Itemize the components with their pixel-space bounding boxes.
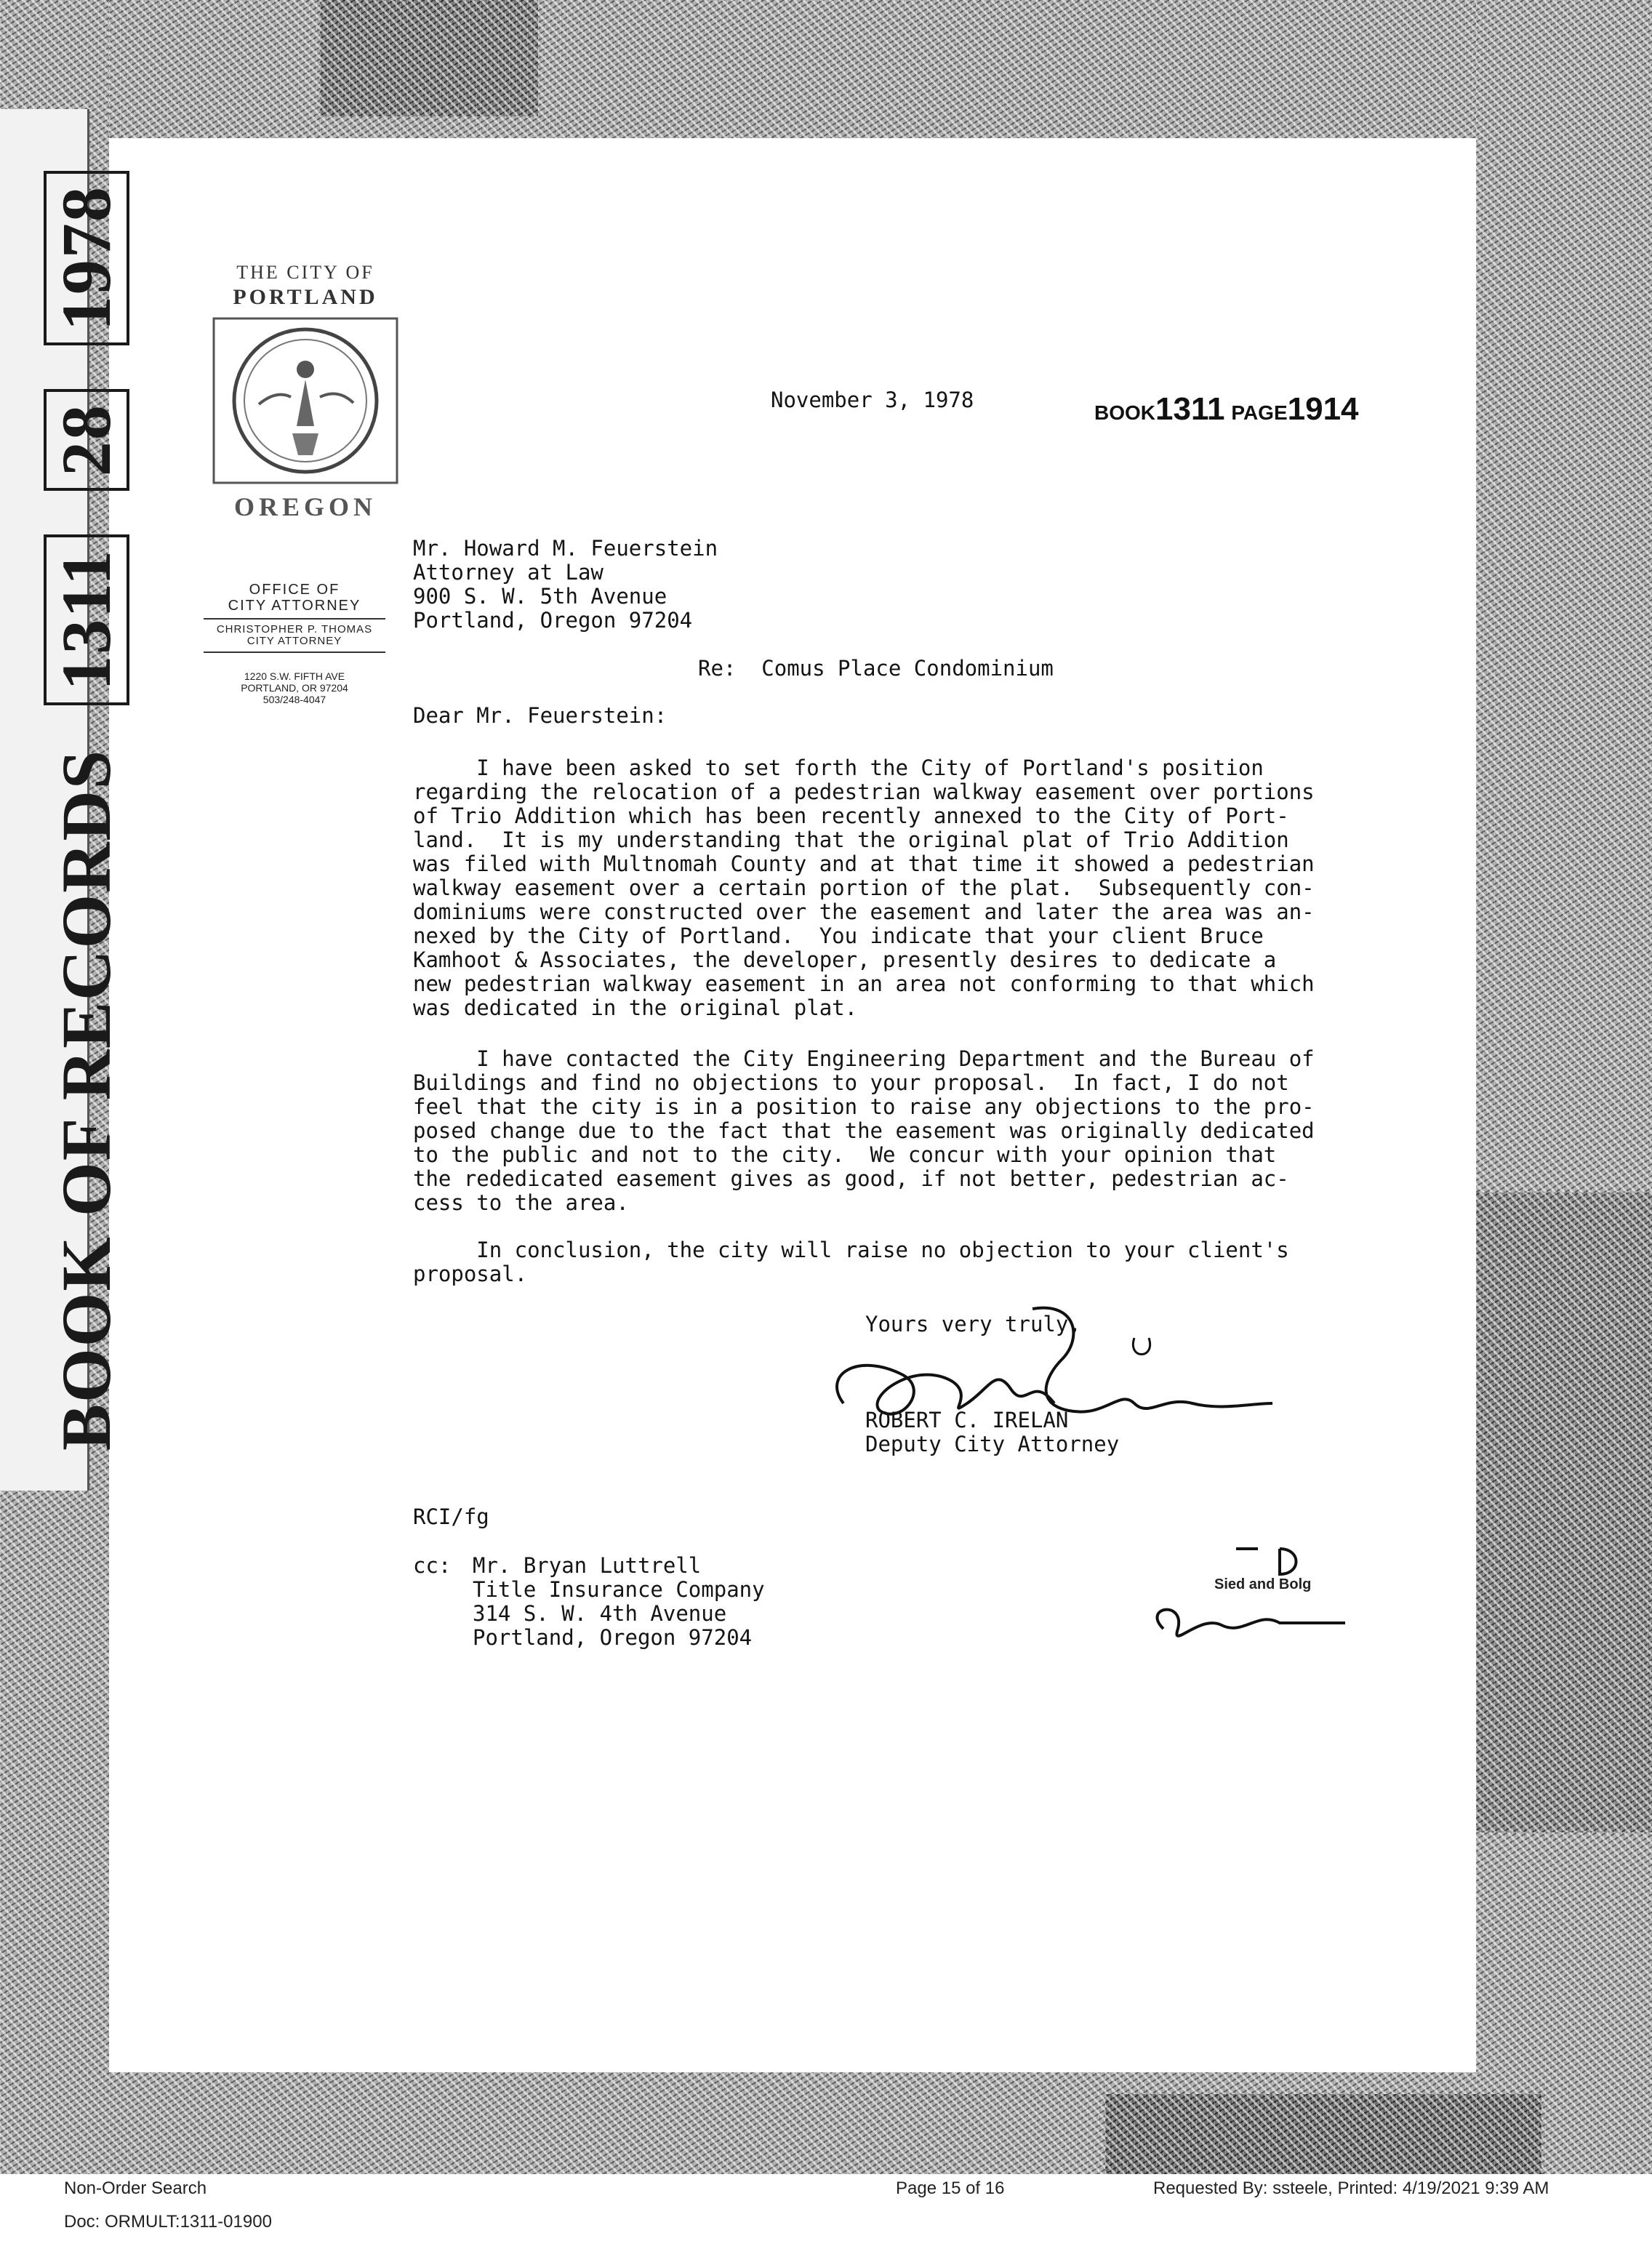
- reference-initials: RCI/fg: [413, 1504, 489, 1529]
- scan-noise-bottom-dark: [1105, 2094, 1541, 2174]
- salutation: Dear Mr. Feuerstein:: [413, 703, 667, 728]
- side-stamp-year: 1978: [44, 171, 129, 345]
- letterhead-address-line1: 1220 S.W. FIFTH AVE: [244, 670, 345, 682]
- signer-title: Deputy City Attorney: [865, 1432, 1120, 1456]
- seal-state: OREGON: [233, 492, 377, 521]
- letterhead-attorney-name: CHRISTOPHER P. THOMAS: [204, 618, 385, 636]
- city-seal: [211, 262, 400, 524]
- scan-noise-top-dark: [320, 0, 538, 116]
- page-number: 1914: [1287, 391, 1359, 427]
- letterhead-phone: 503/248-4047: [262, 694, 326, 705]
- signer-name: ROBERT C. IRELAN: [865, 1408, 1069, 1432]
- letterhead-sidebar: [204, 582, 385, 705]
- book-label: BOOK: [1094, 401, 1155, 424]
- stamp-text: Sied and Bolg: [1214, 1576, 1312, 1592]
- stamp-scribble-icon: [1134, 1542, 1352, 1651]
- footer-page-info: Page 15 of 16: [896, 2178, 1005, 2198]
- letterhead-address-line2: PORTLAND, OR 97204: [241, 682, 348, 694]
- book-of-records-stamp: [0, 109, 125, 1491]
- footer-search-type: Non-Order Search: [64, 2178, 207, 2198]
- footer-doc-id: Doc: ORMULT:1311-01900: [64, 2212, 272, 2232]
- cc-label: cc:: [413, 1553, 452, 1578]
- letterhead-attorney-title: CITY ATTORNEY: [204, 636, 385, 653]
- cc-recipient: Mr. Bryan Luttrell Title Insurance Company 314 S. W. 4th Avenue Portland, Oregon 97204: [473, 1553, 765, 1650]
- book-page-stamp: [1094, 391, 1359, 428]
- print-footer: [0, 2174, 1652, 2257]
- complimentary-close: Yours very truly,: [865, 1312, 1081, 1336]
- letter-date: November 3, 1978: [771, 388, 974, 412]
- scan-noise-right: [1476, 0, 1652, 2174]
- footer-requested-by: Requested By: ssteele, Printed: 4/19/2021 9:39 AM: [1153, 2178, 1549, 2198]
- body-paragraph-3: In conclusion, the city will raise no objection to your client's proposal.: [413, 1238, 1289, 1286]
- seal-emblem-icon: [211, 317, 400, 484]
- scan-noise-top: [0, 0, 1652, 138]
- side-stamp-text: [44, 69, 129, 1451]
- side-stamp-book: 1311: [44, 534, 129, 705]
- side-stamp-day: 28: [44, 389, 129, 491]
- handwritten-stamp-mark: [1134, 1542, 1352, 1651]
- seal-city: PORTLAND: [233, 285, 378, 309]
- letterhead-office-title: CITY ATTORNEY: [228, 598, 361, 614]
- body-paragraph-1: I have been asked to set forth the City of Portland's position regarding the relocation of a pedestrian walkway easement over portions of Trio Addition which has been recently annexed to the City of Port- land. It is my understanding that the original plat of Trio Addition was filed with Multnomah County and at that time it showed a pedestrian walkway easement over a certain portion of the plat. Subsequently con- dominiums were constructed over the easement and later the area was an- nexed by the City of Portland. You indicate that your client Bruce Kamhoot & Associates, the developer, presently desires to dedicate a new pedestrian walkway easement in an area not conforming to that which was dedicated in the original plat.: [413, 755, 1315, 1020]
- body-paragraph-2: I have contacted the City Engineering Department and the Bureau of Buildings and find no objections to your proposal. In fact, I do not feel that the city is in a position to raise any objections to the pro- posed change due to the fact that the easement was originally dedicated to the public and not to the city. We concur with your opinion that the rededicated easement gives as good, if not better, pedestrian ac- cess to the area.: [413, 1046, 1315, 1215]
- recipient-address: Mr. Howard M. Feuerstein Attorney at Law 900 S. W. 5th Avenue Portland, Oregon 97204: [413, 536, 718, 633]
- scan-noise-right-dark: [1476, 1192, 1652, 1832]
- seal-top-line: THE CITY OF: [236, 262, 374, 283]
- signer-block: [865, 1408, 1119, 1456]
- book-number: 1311: [1155, 391, 1225, 427]
- letterhead-office: OFFICE OF: [249, 582, 340, 598]
- side-stamp-label: BOOK OF RECORDS: [47, 748, 125, 1451]
- subject-line: Re: Comus Place Condominium: [698, 656, 1054, 681]
- page-label: PAGE: [1231, 401, 1288, 424]
